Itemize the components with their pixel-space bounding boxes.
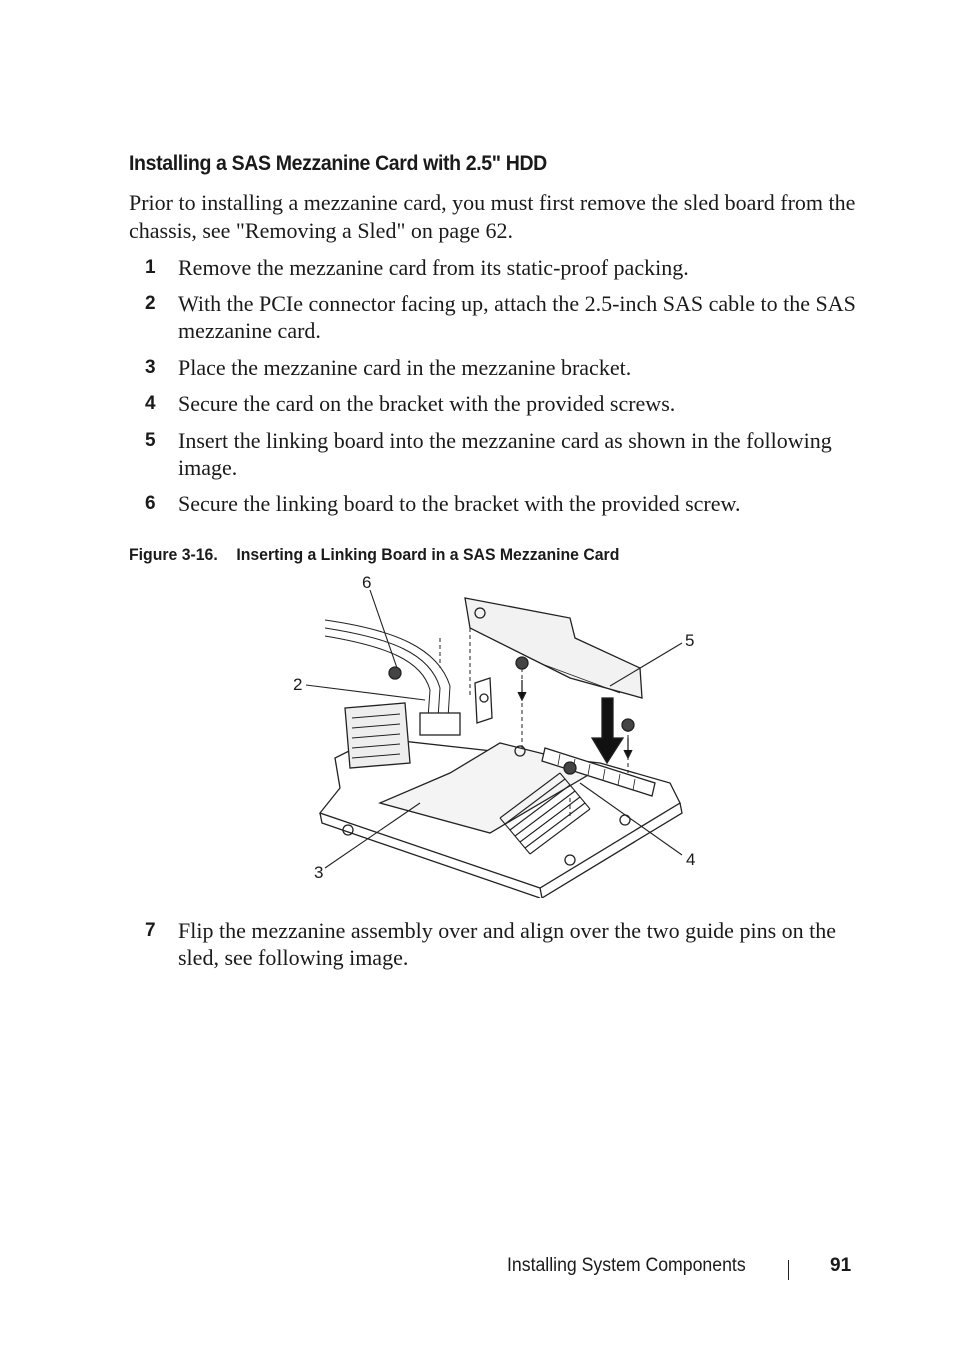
- step-text: Remove the mezzanine card from its static-proof packing.: [178, 255, 689, 280]
- step-number: 1: [145, 257, 156, 278]
- leader-line-2: [306, 685, 425, 700]
- step-text: Secure the card on the bracket with the provided screws.: [178, 391, 676, 416]
- step-item: [145, 490, 865, 517]
- step-item: [145, 390, 865, 417]
- insert-arrow: [592, 698, 623, 763]
- step-number: 4: [145, 393, 156, 414]
- figure-caption: [129, 545, 619, 565]
- step-item: [145, 290, 865, 344]
- step-number: 7: [145, 920, 156, 941]
- step-item: [145, 427, 865, 481]
- step-number: 3: [145, 357, 156, 378]
- step-number: 5: [145, 430, 156, 451]
- callout-4: 4: [686, 850, 696, 869]
- figure-title: Inserting a Linking Board in a SAS Mezzanine Card: [236, 545, 620, 564]
- callout-2: 2: [293, 675, 303, 694]
- intro-paragraph: Prior to installing a mezzanine card, you must first remove the sled board from the chassis, see "Removing a Sled" on page 62.: [129, 190, 856, 243]
- step-text: With the PCIe connector facing up, attach the 2.5-inch SAS cable to the SAS mezzanine card.: [178, 291, 856, 343]
- section-heading: Installing a SAS Mezzanine Card with 2.5" HDD: [129, 152, 547, 175]
- step-number: 6: [145, 493, 156, 514]
- step-item: [145, 917, 865, 971]
- callout-5: 5: [685, 631, 695, 650]
- figure-number: Figure 3-16.: [129, 545, 218, 564]
- callout-3: 3: [314, 863, 324, 882]
- step-text: Secure the linking board to the bracket with the provided screw.: [178, 491, 741, 516]
- step-item: [145, 254, 865, 281]
- standoff: [475, 678, 492, 723]
- step-text: Flip the mezzanine assembly over and align over the two guide pins on the sled, see following image.: [178, 918, 837, 970]
- linking-board-illustration: [280, 568, 710, 898]
- leader-line-6: [370, 590, 397, 668]
- footer-section-title: Installing System Components: [507, 1255, 746, 1276]
- step-item: [145, 354, 865, 381]
- callout-6: 6: [362, 573, 372, 592]
- step-text: Place the mezzanine card in the mezzanine bracket.: [178, 355, 632, 380]
- step-number: 2: [145, 293, 156, 314]
- footer-divider: [788, 1260, 789, 1280]
- step-text: Insert the linking board into the mezzanine card as shown in the following image.: [178, 428, 832, 480]
- cable-connector: [420, 713, 460, 735]
- page-number: 91: [830, 1255, 852, 1276]
